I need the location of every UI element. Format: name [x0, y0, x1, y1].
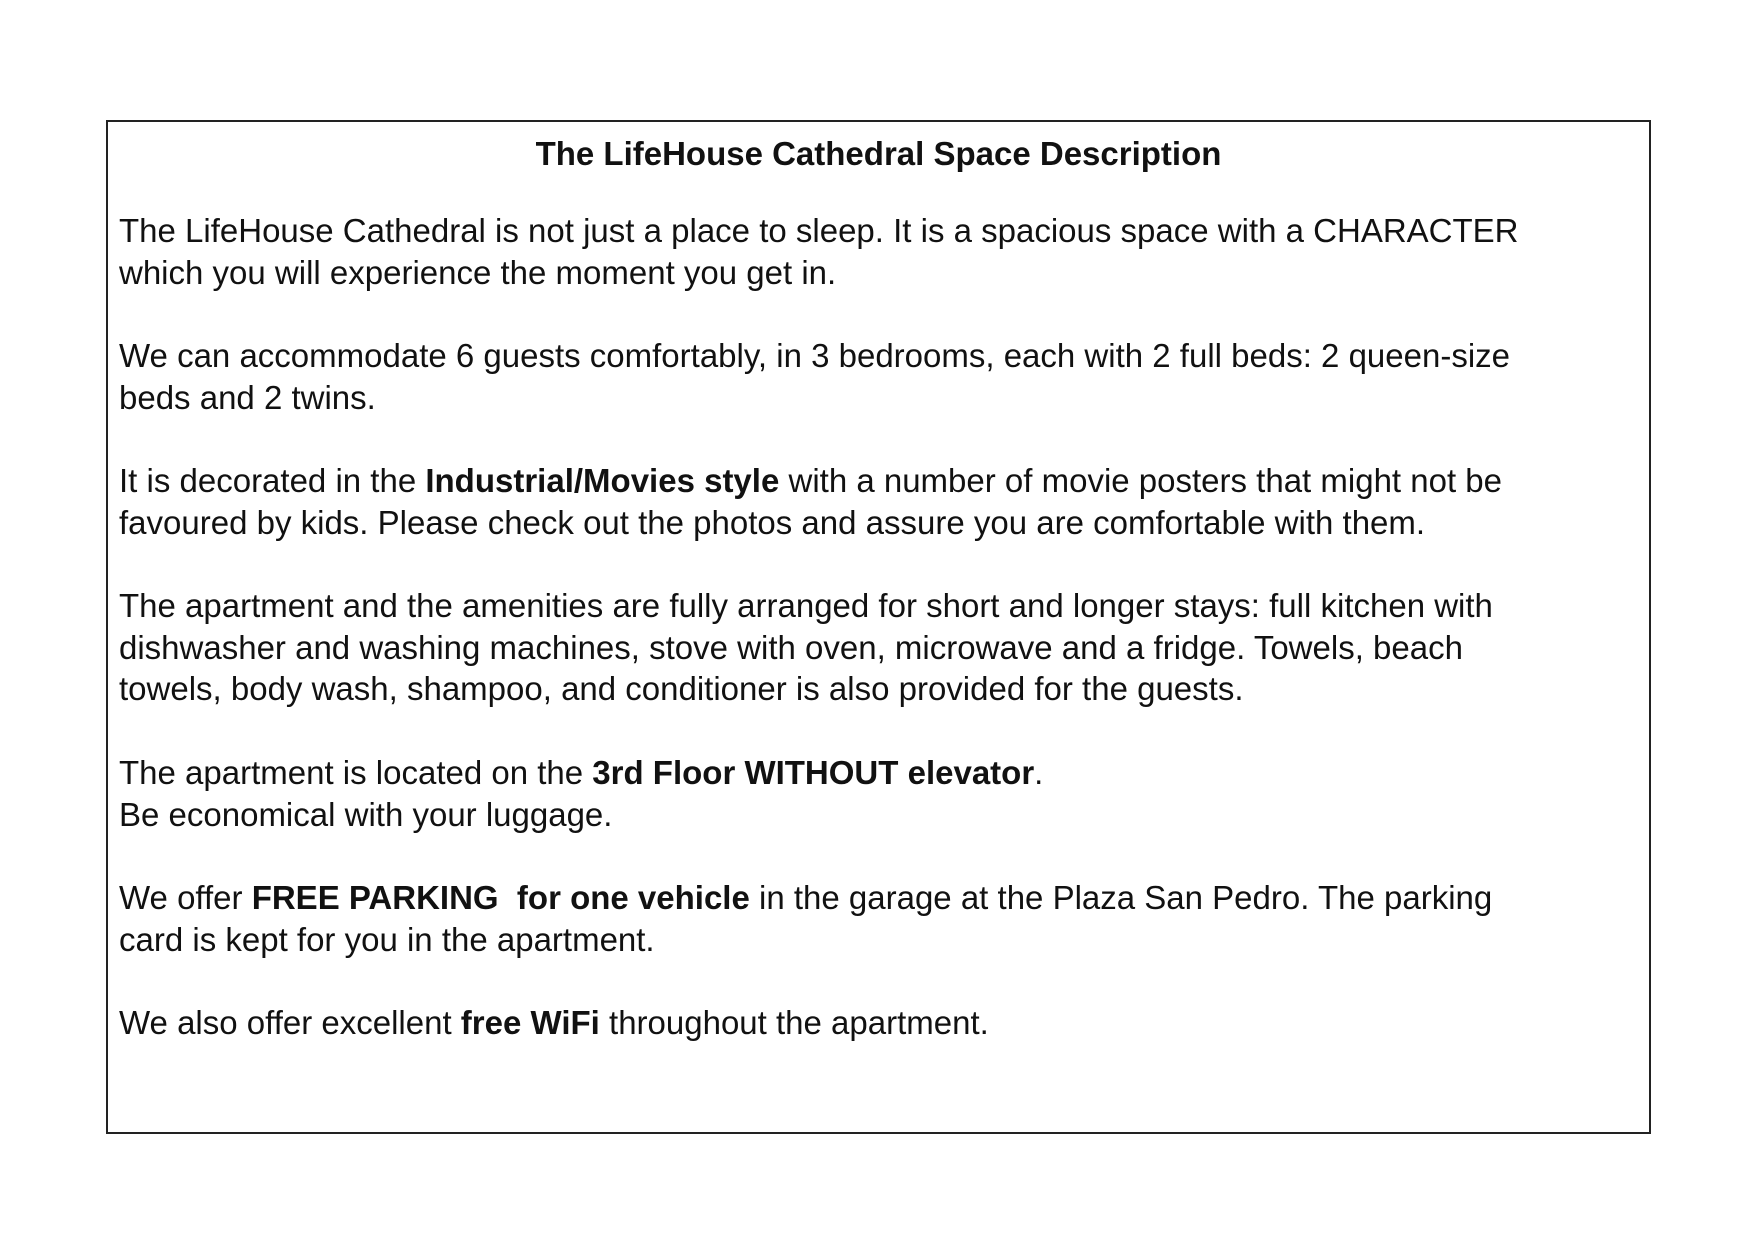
intro-line-1: The LifeHouse Cathedral is not just a place to sleep. It is a spacious space with a CHARACTER: [119, 212, 1519, 249]
paragraph-decor: [119, 460, 1635, 543]
paragraph-floor: [119, 752, 1635, 835]
parking-emphasis: FREE PARKING for one vehicle: [251, 879, 750, 916]
description-box: [106, 120, 1651, 1134]
paragraph-capacity: [119, 335, 1635, 418]
floor-text-a: The apartment is located on the: [119, 754, 593, 791]
decor-text-a: It is decorated in the: [119, 462, 426, 499]
parking-text-a: We offer: [119, 879, 252, 916]
parking-text-c: in the garage at the Plaza San Pedro. The parking: [749, 879, 1493, 916]
document-title: The LifeHouse Cathedral Space Description: [535, 135, 1222, 172]
intro-line-2: which you will experience the moment you get in.: [119, 253, 837, 291]
floor-text-c: .: [1034, 754, 1044, 791]
decor-line-2: favoured by kids. Please check out the photos and assure you are comfortable with them.: [119, 503, 1426, 541]
amenities-line-1: The apartment and the amenities are fully arranged for short and longer stays: full kitchen with: [119, 587, 1493, 624]
paragraph-parking: [119, 877, 1635, 960]
decor-text-c: with a number of movie posters that might not be: [779, 462, 1503, 499]
wifi-line-1: [119, 1002, 1635, 1044]
amenities-line-2: dishwasher and washing machines, stove with oven, microwave and a fridge. Towels, beach: [119, 628, 1463, 666]
wifi-text-a: We also offer excellent: [119, 1004, 461, 1041]
floor-line-2: Be economical with your luggage.: [119, 795, 613, 833]
parking-line-2: card is kept for you in the apartment.: [119, 920, 655, 958]
decor-line-1: [119, 460, 1635, 502]
decor-style-emphasis: Industrial/Movies style: [425, 462, 780, 499]
wifi-emphasis: free WiFi: [460, 1004, 600, 1041]
wifi-text-c: throughout the apartment.: [599, 1004, 989, 1041]
parking-line-1: [119, 877, 1635, 919]
paragraph-wifi: [119, 1002, 1635, 1044]
amenities-line-3: towels, body wash, shampoo, and conditioner is also provided for the guests.: [119, 670, 1244, 707]
capacity-line-2: beds and 2 twins.: [119, 378, 376, 416]
paragraph-intro: [119, 210, 1635, 293]
capacity-line-1: We can accommodate 6 guests comfortably, in 3 bedrooms, each with 2 full beds: 2 queen-size: [119, 337, 1511, 374]
floor-line-1: [119, 752, 1635, 794]
paragraph-amenities: [119, 585, 1635, 710]
floor-emphasis: 3rd Floor WITHOUT elevator: [592, 754, 1035, 791]
